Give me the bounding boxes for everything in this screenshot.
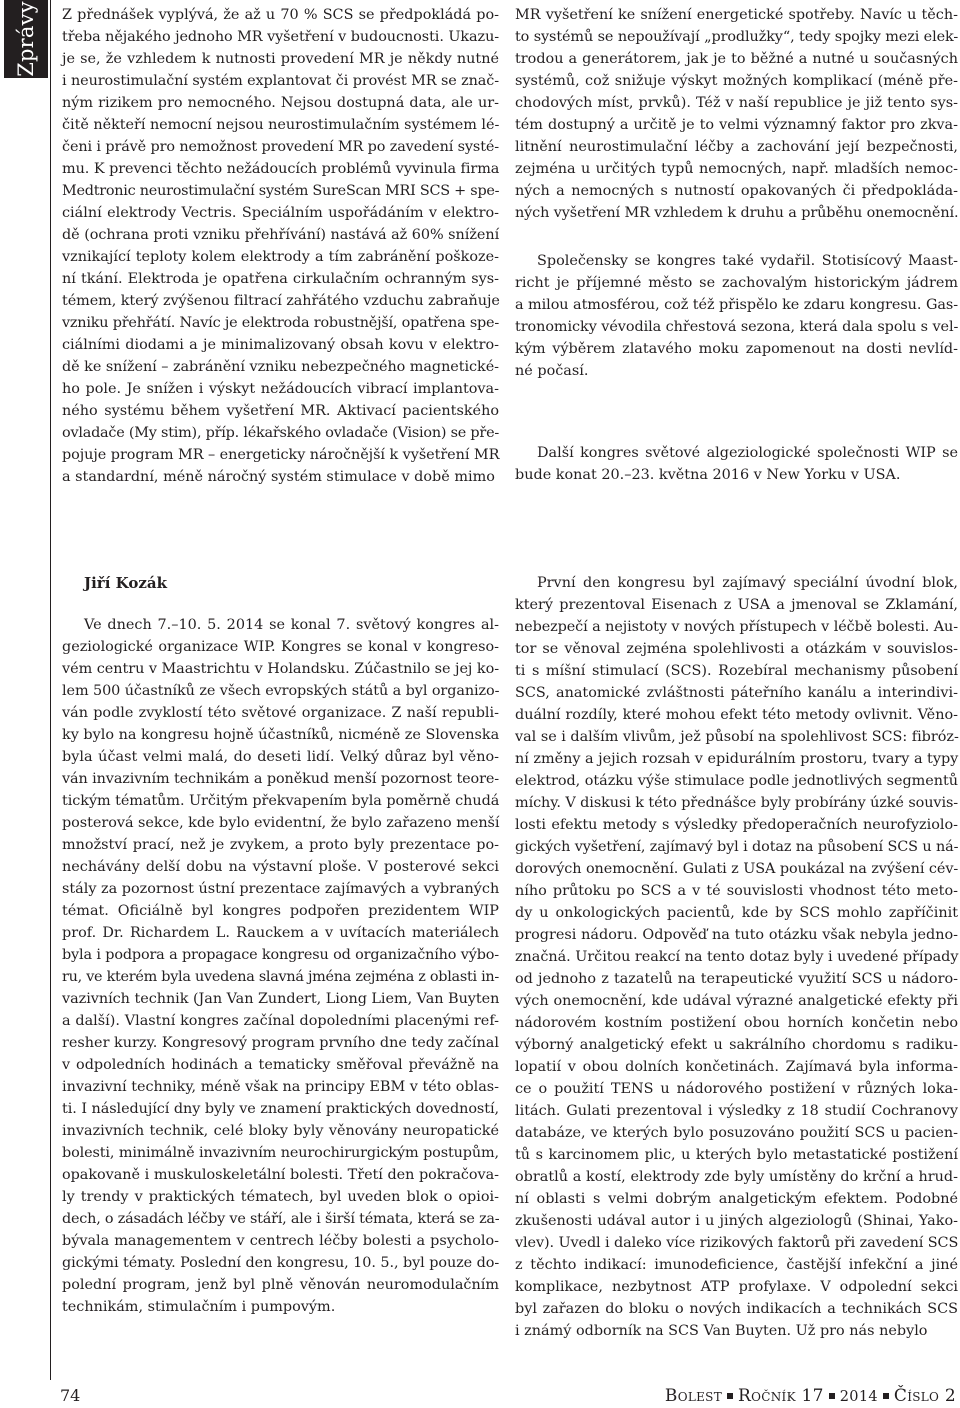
paragraph-social: [515, 250, 958, 382]
text-line: a milou atmosférou, což též přispělo ke zdaru kongresu. Gas-: [515, 297, 958, 313]
text-line: ti. I následující dny byly ve znamení praktických dovedností,: [62, 1101, 499, 1117]
text-line: ných a nemocných s nutností opakovaných či předpokláda-: [515, 183, 958, 199]
text-line: ného systému během vyšetření MR. Aktivací pacientského: [62, 403, 499, 419]
text-line: opakovaně i muskuloskeletální bolesti. Třetí den pokračova-: [62, 1167, 499, 1183]
text-line: ovladače (My stim), příp. lékařského ovladače (Vision) se pře-: [62, 425, 499, 441]
paragraph-next-congress: [515, 442, 958, 486]
text-line: ru, ve kterém byla uvedena slavná jména zejména z oblasti in-: [62, 969, 499, 985]
author-name: Jiří Kozák: [84, 574, 167, 592]
text-line: témat. Oficiálně byl kongres podpořen prezidentem WIP: [62, 903, 499, 919]
text-line: vznikající teploty kolem elektrody a tím zabránění poškoze-: [62, 249, 499, 265]
text-line: vzniku přehřátí. Navíc je elektroda robustnější, opatřena spe-: [62, 315, 499, 331]
journal-footer: [665, 1386, 956, 1406]
text-line: posterová sekce, kde bylo evidentní, že bylo zařazeno menší: [62, 815, 500, 831]
section-label-text: Zprávy: [14, 1, 38, 77]
text-line: byla i podpora a propagace kongresu od organizačního výbo-: [62, 947, 499, 963]
text-line: v odpoledních hodinách a tematicky směřoval převážně na: [62, 1057, 499, 1073]
text-line: ván invazivním technikám a poněkud menší pozornost teore-: [62, 771, 500, 787]
text-line: vlev). Uvedl i daleko více rizikových faktorů při zavedení SCS: [515, 1235, 959, 1251]
text-line: tor se věnoval zejména spolehlivosti a otázkám v souvislos-: [515, 641, 958, 657]
text-line: lem 500 účastníků ze všech evropských států a byl organizo-: [62, 683, 500, 699]
journal-name: Bolest: [664, 1386, 723, 1406]
text-line: litnění neurostimulační léčby a zachování její bezpečnosti,: [515, 139, 958, 155]
text-line: trodou a generátorem, jak je to běžné a nutné u současných: [515, 51, 958, 67]
text-line: čeni i právě pro nemožnost provedení MR po zavedení systé-: [62, 139, 499, 155]
text-line: zkušenosti udával autor i u jiných algeziologů (Shinai, Yako-: [515, 1213, 958, 1229]
text-line: lopatií v obou dolních končetinách. Zajímavá byla informa-: [515, 1059, 958, 1075]
report-intro-text: [62, 614, 499, 1318]
text-line: dorových onemocnění. Gulati z USA poukázal na zvýšení cév-: [515, 861, 959, 877]
text-line: obratlů a kostí, elektrody zde byly umístěny do krční a hrud-: [515, 1169, 958, 1185]
text-line: komplikace, nezbytnost ATP profylaxe. V odpolední sekci: [515, 1279, 958, 1295]
text-line: Medtronic neurostimulační systém SureScan MRI SCS + spe-: [62, 183, 500, 199]
text-line: chodových míst, prvků). Též v naší republice je již tento sys-: [515, 95, 958, 111]
text-line: databáze, ve kterých bylo posuzováno použití SCS u pacien-: [515, 1125, 958, 1141]
text-line: invazivních technik, celé bloky byly věnovány neuropatické: [62, 1123, 499, 1139]
report-left-column: [62, 572, 499, 1318]
text-line: prof. Dr. Richardem L. Rauckem a v uvítacích materiálech: [62, 925, 499, 941]
text-line: značná. Určitou reakcí na tento dotaz byly i uvedené případy: [515, 949, 959, 965]
text-line: tů s karcinomem plic, u kterých bylo metastatické postižení: [515, 1147, 958, 1163]
paragraph-mr-energy: [515, 4, 958, 224]
text-line: čitě někteří nemocní nejsou neurostimulačním systémem lé-: [62, 117, 500, 133]
text-line: ných vyšetření MR vzhledem k druhu a průběhu onemocnění.: [515, 205, 959, 221]
text-line: ního průtoku po SCS a v té souvislosti vhodnost této meto-: [515, 883, 958, 899]
text-line: pojuje program MR – energeticky náročnější k vyšetření MR: [62, 447, 500, 463]
report-right-column: [515, 572, 958, 1342]
separator-square: [829, 1393, 835, 1399]
text-line: témem, který zvýšenou filtrací zahřátého vzduchu zabraňuje: [62, 293, 500, 309]
text-line: ní oblasti s velmi dobrým analgetickým efektem. Podobné: [515, 1191, 958, 1207]
text-line: z těchto indikací: imunodeficience, častější infekční a jiné: [515, 1257, 958, 1273]
text-line: tronomicky vévodila chřestová sezona, která dala spolu s vel-: [515, 319, 959, 335]
text-line: Další kongres světové algeziologické společnosti WIP se: [537, 445, 958, 461]
text-line: tém dostupný a určitě je to velmi významný faktor pro zkva-: [515, 117, 958, 133]
text-line: dech, o zásadách léčby ve stáří, ale i širší témata, která se za-: [62, 1211, 500, 1227]
text-line: Z přednášek vyplývá, že až u 70 % SCS se předpokládá po-: [62, 7, 499, 23]
text-line: bude konat 20.–23. května 2016 v New Yorku v USA.: [515, 467, 901, 483]
text-line: bolesti, minimálně invazivním neurochirurgickým postupům,: [62, 1145, 499, 1161]
text-line: míchy. V diskusi k této přednášce byly probírány úzké souvis-: [515, 795, 959, 811]
text-line: bývala managementem v centrech léčby bolesti a psycholo-: [62, 1233, 499, 1249]
text-line: třeba nějakého jednoho MR vyšetření v budoucnosti. Ukazu-: [62, 29, 500, 45]
text-line: ní tkání. Elektroda je opatřena cirkulačním ochranným sys-: [62, 271, 499, 287]
journal-issue: Číslo 2: [893, 1386, 956, 1406]
text-line: zejména u určitých typů nemocných, např. mladších nemoc-: [515, 161, 958, 177]
text-line: a standardní, méně náročný systém stimulace v době mimo: [62, 469, 495, 485]
separator-square: [727, 1393, 733, 1399]
text-line: byl zařazen do bloku o nových indikacích a technikách SCS: [515, 1301, 958, 1317]
text-line: polední program, jenž byl plně věnován neuromodulačním: [62, 1277, 499, 1293]
text-line: První den kongresu byl zajímavý speciální úvodní blok,: [537, 575, 958, 591]
text-line: invazivní techniky, méně však na principy EBM v této oblas-: [62, 1079, 499, 1095]
text-line: stály za pozornost ústní prezentace zajímavých a vybraných: [62, 881, 500, 897]
text-line: nechávány delší dobu na výstavní ploše. V posterové sekci: [62, 859, 499, 875]
text-line: progresi nádoru. Odpověď na tuto otázku však nebyla jedno-: [515, 927, 958, 943]
journal-volume: Ročník 17: [738, 1386, 824, 1406]
text-line: SCS, anatomické zvláštnosti páteřního kanálu a interindivi-: [515, 685, 958, 701]
text-line: val se i dalším vlivům, jež působí na spolehlivost SCS: fibróz-: [515, 729, 959, 745]
text-line: nebezpečí a nejistoty v nových přístupech v léčbě bolesti. Au-: [515, 619, 958, 635]
text-line: ván podle zvyklostí této světové organizace. Z naší republi-: [62, 705, 499, 721]
text-line: ní změny a jejich rozsah v epidurálním prostoru, tvary a typy: [515, 751, 959, 767]
text-line: elektrod, otázku výše stimulace podle jednotlivých segmentů: [515, 773, 958, 789]
article-top-left-column: [62, 4, 499, 488]
separator-square: [883, 1393, 889, 1399]
text-line: systémů, což snižuje výskyt možných komplikací (méně pře-: [515, 73, 958, 89]
text-line: technikám, stimulačním i pumpovým.: [62, 1299, 336, 1315]
page-number: 74: [60, 1386, 81, 1405]
text-line: který prezentoval Eisenach z USA a jmenoval se Zklamání,: [515, 597, 958, 613]
text-line: losti efektu metody s výsledky předoperačních neurofyziolo-: [515, 817, 958, 833]
text-line: dě (ochrana proti vzniku přehřívání) nastává až 60% snížení: [62, 227, 500, 243]
text-line: a další). Vlastní kongres začínal dopoledními placenými ref-: [62, 1013, 499, 1029]
text-line: gických vyšetření, zajímavý byl i dotaz na působení SCS u ná-: [515, 839, 959, 855]
text-line: litách. Gulati prezentoval i výsledky z 18 studií Cochranovy: [515, 1103, 958, 1119]
text-line: mu. K prevenci těchto nežádoucích problémů vyvinula firma: [62, 161, 500, 177]
text-line: ly trendy v praktických tématech, byl uveden blok o opioi-: [62, 1189, 499, 1205]
text-line: tickým tématům. Určitým překvapením byla poměrně chudá: [62, 793, 500, 809]
text-line: ce o použití TENS u nádorového postižení v různých loka-: [515, 1081, 958, 1097]
text-line: dy u onkologických pacientů, kde by SCS mohlo zapříčinit: [515, 905, 958, 921]
text-line: je se, že vzhledem k nutnosti provedení MR je někdy nutné: [62, 51, 499, 67]
journal-year: 2014: [839, 1389, 878, 1405]
text-line: množství prací, než je zvykem, a proto byly prezentace po-: [62, 837, 499, 853]
text-line: nádorovém kostním postižení obou horních končetin nebo: [515, 1015, 958, 1031]
text-line: ciální elektrody Vectris. Speciálním uspořádáním v elektro-: [62, 205, 499, 221]
text-line: ti s míšní stimulací (SCS). Rozebíral mechanismy působení: [515, 663, 958, 679]
text-line: dě ke snížení – zabránění vzniku nebezpečného magnetické-: [62, 359, 499, 375]
text-line: ným rizikem pro nemocného. Nejsou dostupná data, ale ur-: [62, 95, 499, 111]
text-line: MR vyšetření ke snížení energetické spotřeby. Navíc u těch-: [515, 7, 958, 23]
text-line: vém centru v Maastrichtu v Holandsku. Zúčastnilo se jej ko-: [62, 661, 500, 677]
text-line: richt je příjemné město se zachovalým historickým jádrem: [515, 275, 958, 291]
text-line: geziologické organizace WIP. Kongres se konal v kongreso-: [62, 639, 499, 655]
text-line: výborný analgetický efekt u sakrálního chordomu s radiku-: [515, 1037, 958, 1053]
text-line: vazivních technik (Jan Van Zundert, Liong Liem, Van Buyten: [62, 991, 500, 1007]
text-line: to systémů se nepoužívají „prodlužky“, tedy spojky mezi elek-: [515, 29, 959, 45]
text-line: né počasí.: [515, 363, 589, 379]
section-sidebar: [0, 0, 51, 1380]
text-line: resher kurzy. Kongresový program prvního dne tedy začínal: [62, 1035, 499, 1051]
section-label: [4, 0, 48, 78]
text-line: Ve dnech 7.–10. 5. 2014 se konal 7. světový kongres al-: [84, 617, 499, 633]
text-line: i neurostimulační systém explantovat či provést MR se znač-: [62, 73, 499, 89]
article-top-right-column: [515, 4, 958, 486]
text-line: duální rozdíly, které mohou efekt této metody ovlivnit. Věno-: [515, 707, 958, 723]
text-line: ho pole. Je snížen i výskyt nežádoucích vibrací implantova-: [62, 381, 499, 397]
text-line: i známý odborník na SCS Van Buyten. Už pro nás nebylo: [515, 1323, 928, 1339]
text-line: ky bylo na kongresu hojně účastníků, nicméně ze Slovenska: [62, 727, 500, 743]
text-line: gickými tématy. Poslední den kongresu, 10. 5., byl pouze do-: [62, 1255, 500, 1271]
text-line: byla účast velmi malá, do deseti lidí. Velký důraz byl věno-: [62, 749, 499, 765]
text-line: kým výběrem zlatavého moku zapomenout na dosti nevlíd-: [515, 341, 958, 357]
text-line: ciálními diodami a je minimalizovaný obsah kovu v elektro-: [62, 337, 499, 353]
text-line: Společensky se kongres také vydařil. Stotisícový Maast-: [537, 253, 958, 269]
text-line: od jednoho z tazatelů na terapeutické využití SCS u nádoro-: [515, 971, 958, 987]
text-line: vých onemocnění, kde udával výrazné analgetické efekty při: [515, 993, 958, 1009]
